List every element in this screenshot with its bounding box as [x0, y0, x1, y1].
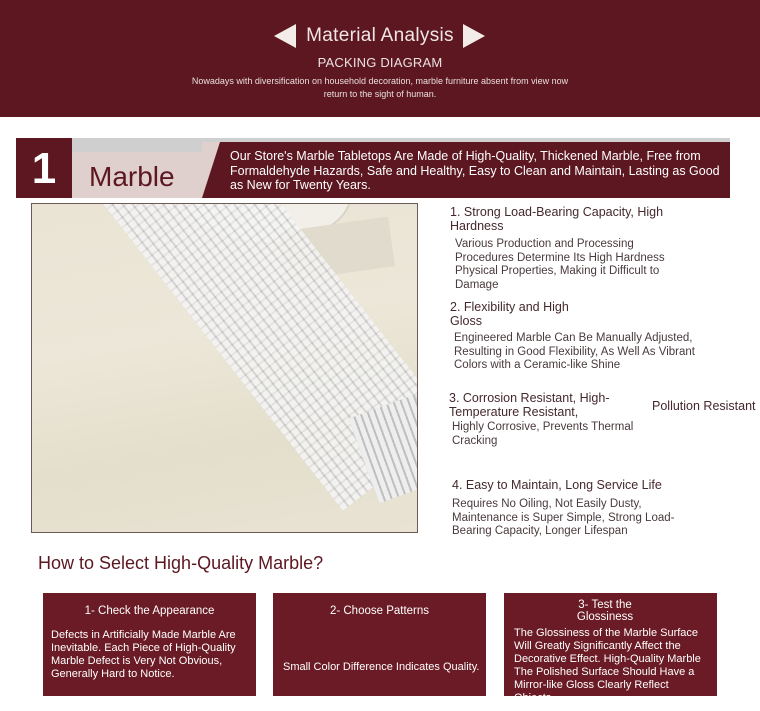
feature-item — [450, 205, 680, 292]
select-heading: How to Select High-Quality Marble? — [38, 553, 324, 573]
card-description: Defects in Artificially Made Marble Are Inevitable. Each Piece of High-Quality Marble Defect is Very Not Obvious, Generally Hard to Notice. — [51, 629, 236, 680]
feature-item — [450, 300, 710, 373]
card-title: 3- Test the Glossiness — [576, 599, 634, 623]
feature-description: Requires No Oiling, Not Easily Dusty, Maintenance is Super Simple, Strong Load-Bearing Capacity, Longer Lifespan — [452, 498, 675, 537]
feature-description: Engineered Marble Can Be Manually Adjusted, Resulting in Good Flexibility, As Well As Vibrant Colors with a Ceramic-like Shine — [454, 332, 695, 371]
select-card — [273, 593, 486, 696]
card-title: 1- Check the Appearance — [84, 605, 215, 617]
select-card — [43, 593, 256, 696]
card-description: The Glossiness of the Marble Surface Will Greatly Significantly Affect the Decorative Effect. High-Quality Marble The Polished Surface Should Have a Mirror-like Gloss Clearly Reflect Objects. — [514, 627, 701, 704]
feature-title-extra: Pollution Resistant — [652, 399, 756, 413]
feature-title: 1. Strong Load-Bearing Capacity, High Hardness — [450, 205, 664, 233]
feature-description: Various Production and Processing Procedures Determine Its High Hardness Physical Properties, Making it Difficult to Damage — [455, 238, 665, 291]
feature-title: 2. Flexibility and High Gloss — [450, 300, 569, 328]
section-label: Marble — [72, 152, 202, 198]
card-title: 2- Choose Patterns — [329, 605, 430, 617]
feature-description: Highly Corrosive, Prevents Thermal Cracking — [452, 421, 634, 447]
feature-item — [449, 391, 679, 448]
feature-title: 4. Easy to Maintain, Long Service Life — [452, 478, 662, 492]
section-description-text: Our Store's Marble Tabletops Are Made of High-Quality, Thickened Marble, Free from Formaldehyde Hazards, Safe and Healthy, Easy to Clean and Maintain, Lasting as Good as New for Twenty Years. — [230, 149, 720, 192]
card-description: Small Color Difference Indicates Quality. — [283, 661, 480, 673]
select-card — [504, 593, 717, 704]
marble-tabletop-photo — [31, 203, 418, 533]
section-number: 1 — [16, 138, 72, 198]
page-subtitle: PACKING DIAGRAM — [317, 55, 443, 70]
feature-item — [452, 478, 702, 539]
page-title: Material Analysis — [306, 25, 454, 46]
header-description: Nowadays with diversification on household decoration, marble furniture absent from view now return to the sight of human. — [191, 76, 569, 99]
section-description — [202, 142, 730, 198]
arrow-right-icon[interactable] — [463, 24, 485, 48]
feature-title: 3. Corrosion Resistant, High-Temperature Resistant, — [449, 391, 610, 419]
header-banner — [0, 0, 760, 117]
section-heading — [16, 138, 730, 198]
